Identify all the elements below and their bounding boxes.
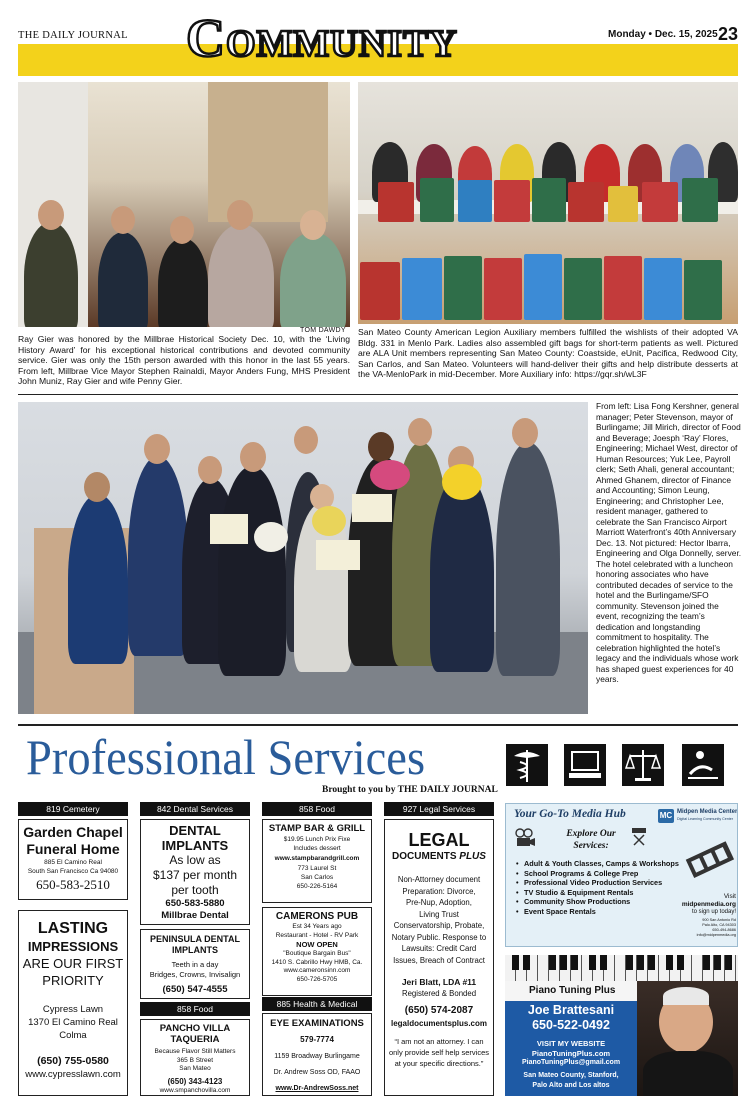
ad-camerons-l4: NOW OPEN (296, 940, 338, 949)
ad-camerons-l5: "Boutique Bargain Bus" (283, 950, 351, 957)
caption-millbrae: Ray Gier was honored by the Millbrae Historical Society Dec. 10, with the ‘Living History Award’ for his exceptional historical contributions and devoted community service. Gier was only the 15th person awarded with this honor in the last 55 years. From left, Millbrae Vice Mayor Stephen Rainaldi, Mayor Anders Fung, MHS President John Muniz, Ray Gier and wife Penny Gier. (18, 334, 350, 387)
caption-marriott: From left: Lisa Fong Kershner, general manager; Peter Stevenson, mayor of Burlingame; Jill Mirich, director of Food and Beverage; Joesph ‘Ray’ Flores, Engineering; Michael West, director of Human Resources; Yuk Lee, Payroll clerk; Seth Ahali, general accountant; Ahmed Ghanem, director of Finance and Accounting; Simon Leung, Engineering; and Christopher Lee, resident manager, gathered to celebrate the San Francisco Airport Marriott Waterfront’s 40th Anniversary Dec. 13. Not pictured: Hector Ibarra, Engineering and Olga Donnelly, server. The hotel celebrated with a luncheon honoring associates who have contributed decades of service to the hotel and the Burlingame/SFO community. Stevenson joined the event, recognizing the team’s dedication and longstanding commitment to hospitality. The celebration highlighted the hotel’s legacy and the individuals whose work has shaped guest experiences for 40 years. (596, 401, 742, 684)
ad-garden-addr2: South San Francisco Ca 94080 (27, 868, 119, 875)
caption-american-legion: San Mateo County American Legion Auxiliary members fulfilled the wishlists of their adopted VA Bldg. 331 in Menlo Park. Ladies also assembled gift bags for short-term patients as well. Pictured are ALA Unit members representing San Mateo County: Coastside, eUnit, Pacifica, Redwood City, San Carlos, and San Mateo. Volunteers will hand-deliver their gifts and help distribute desserts at the VA-MenloPark in mid-December. More Auxiliary info: https://gqr.sh/wL3F (358, 327, 738, 380)
ad-stamp-l6: San Carlos (300, 874, 334, 881)
section-title: Community (186, 8, 458, 68)
ad-cypress-l3: ARE OUR FIRST (22, 956, 124, 971)
ad-midpen-item: • Adult & Youth Classes, Camps & Workshops (516, 859, 679, 868)
ad-midpen-visit3: to sign up today! (691, 909, 736, 915)
ad-legal-l4: Preparation: Divorce, (402, 886, 476, 896)
ad-legal-l7: Conservatorship, Probate, (393, 921, 485, 930)
ad-millbrae-dental (140, 819, 250, 925)
photo-marriott-anniversary (18, 402, 588, 714)
page-number: 23 (718, 24, 739, 44)
ad-peninsula-l4: Bridges, Crowns, Invisalign (149, 970, 241, 979)
ad-legal-phone: (650) 574-2087 (404, 1005, 474, 1016)
ad-pancho-phone: (650) 343-4123 (167, 1076, 223, 1086)
ad-piano-visit: VISIT MY WEBSITE (536, 1039, 606, 1048)
ad-midpen-logo (658, 808, 736, 828)
ad-pancho-villa (140, 1019, 250, 1096)
photo-millbrae-historical-society (18, 82, 350, 327)
ad-stamp-l1: STAMP BAR & GRILL (268, 823, 366, 834)
ad-eye-addr: 1159 Broadway Burlingame (274, 1053, 360, 1060)
category-health: 885 Health & Medical (262, 997, 372, 1011)
ad-legal-documents (384, 819, 494, 1096)
film-camera-icon (514, 828, 536, 848)
ad-legal-quote1: “I am not an attorney. I can (394, 1037, 484, 1046)
ad-piano-email[interactable]: PianoTuningPlus@gmail.com (521, 1059, 621, 1066)
ad-midpen-headline: Your Go-To Media Hub (514, 808, 626, 820)
ad-eye-examinations (262, 1013, 372, 1096)
ad-cypress-phone: (650) 755-0580 (37, 1055, 109, 1067)
ad-stamp-phone: 650-226-5164 (296, 883, 338, 890)
ad-dental-phone: 650-583-5880 (165, 898, 225, 909)
ad-garden-name1: Garden Chapel (23, 824, 123, 840)
ad-cypress-l4: PRIORITY (42, 973, 104, 988)
ad-peninsula-dental (140, 929, 250, 999)
category-food: 858 Food (262, 802, 372, 816)
ad-legal-l1: LEGAL (408, 830, 470, 850)
ad-peninsula-phone: (650) 547-4555 (162, 984, 228, 995)
ad-cypress-city: Colma (59, 1030, 87, 1041)
ad-pancho-web: www.smpanchovilla.com (159, 1086, 231, 1094)
midpen-logo-icon: MC (658, 809, 674, 823)
ad-camerons-l1: CAMERONS PUB (275, 911, 359, 922)
ad-stamp-l5: 773 Laurel St (297, 865, 337, 872)
ad-legal-l2a: DOCUMENTS (392, 851, 460, 862)
ad-midpen-item: • Event Space Rentals (516, 906, 596, 916)
ad-eye-doc: Dr. Andrew Soss OD, FAAO (273, 1069, 361, 1076)
ad-piano-phone: 650-522-0492 (532, 1018, 610, 1032)
ad-midpen-visit2[interactable]: midpenmedia.org (681, 901, 736, 908)
scales-of-justice-icon (622, 744, 664, 786)
paper-name: THE DAILY JOURNAL (18, 30, 128, 41)
ad-dental-l2: IMPLANTS (161, 838, 229, 853)
ad-legal-l2b: PLUS (459, 851, 486, 862)
ad-pancho-l4: 365 B Street (176, 1056, 214, 1064)
ad-midpen-services-list (516, 859, 686, 916)
ad-midpen-logo-text: Midpen Media Center (677, 809, 738, 815)
ad-midpen-subhead2: Services: (573, 841, 609, 851)
ad-garden-chapel (18, 819, 128, 900)
ad-eye-phone: 579-7774 (300, 1035, 334, 1044)
ad-legal-l5: Pre-Nup, Adoption, (406, 898, 472, 907)
photo-american-legion-auxiliary (358, 82, 738, 324)
ad-legal-l6: Living Trust (419, 909, 459, 919)
ad-piano-area1: San Mateo County, Stanford, (523, 1072, 619, 1079)
ad-pancho-l1: PANCHO VILLA (159, 1023, 231, 1034)
ad-pancho-l2: TAQUERIA (170, 1034, 220, 1045)
category-food-2: 858 Food (140, 1002, 250, 1016)
ad-piano-web[interactable]: PianoTuningPlus.com (531, 1049, 611, 1058)
ad-legal-bonded: Registered & Bonded (401, 989, 477, 998)
ad-eye-web[interactable]: www.Dr-AndrewSoss.net (275, 1085, 359, 1092)
ad-midpen-addr2: Palo Alto, CA 94303 (702, 923, 736, 927)
ad-camerons-l7: www.cameronsinn.com (283, 967, 351, 974)
ad-legal-l10: Issues, Breach of Contract (393, 955, 485, 965)
photo-credit: TOM DAWDY (300, 327, 346, 334)
ad-camerons-l2: Est 34 Years ago (292, 923, 342, 930)
category-dental: 842 Dental Services (140, 802, 250, 816)
ad-midpen-subhead1: Explore Our (566, 829, 616, 839)
ad-midpen-email: info@midpenmedia.org (696, 933, 736, 937)
masthead-left-bar (18, 44, 140, 76)
ad-garden-name2: Funeral Home (26, 841, 120, 857)
ad-piano-portrait (637, 981, 738, 1096)
film-strip-icon (684, 838, 734, 882)
ad-midpen-media (505, 803, 738, 947)
ad-legal-quote3: at your specific directions.” (394, 1059, 484, 1068)
ad-cypress-addr: 1370 El Camino Real (28, 1017, 118, 1028)
ad-legal-l3: Non-Attorney document (397, 875, 481, 884)
story-divider (18, 394, 738, 395)
category-legal: 927 Legal Services (384, 802, 494, 816)
director-chair-icon (630, 826, 648, 846)
ad-camerons-l6: 1410 S. Cabrillo Hwy HMB, Ca. (271, 958, 363, 966)
ad-legal-web[interactable]: legaldocumentsplus.com (390, 1019, 488, 1028)
issue-date: Monday • Dec. 15, 2025 (608, 29, 718, 40)
ad-legal-l8: Notary Public. Response to (391, 932, 487, 942)
ad-pancho-l5: San Mateo (179, 1065, 211, 1072)
computer-icon (564, 744, 606, 786)
ad-midpen-tel: 650-494-8686 (712, 928, 736, 932)
ad-cypress-name: Cypress Lawn (42, 1004, 104, 1015)
ad-midpen-item: • Professional Video Production Services (516, 878, 663, 887)
ad-eye-l1: EYE EXAMINATIONS (270, 1018, 364, 1029)
ad-piano-title: Piano Tuning Plus (529, 985, 616, 996)
ad-midpen-addr1: 900 San Antonio Rd (702, 918, 736, 922)
ad-stamp-l2: $19.95 Lunch Prix Fixe (283, 836, 351, 843)
ad-dental-l5: per tooth (171, 883, 219, 897)
ad-cypress-l2: IMPRESSIONS (27, 939, 119, 954)
ad-camerons-phone: 650-726-5705 (296, 975, 338, 983)
ad-midpen-item: • TV Studio & Equipment Rentals (516, 887, 634, 897)
ad-piano-name: Joe Brattesani (527, 1003, 615, 1017)
ad-camerons-l3: Restaurant - Hotel - RV Park (275, 931, 359, 939)
ad-pancho-l3: Because Flavor Still Matters (154, 1048, 236, 1055)
ad-cypress-l1: LASTING (37, 920, 109, 937)
category-cemetery: 819 Cemetery (18, 802, 128, 816)
ad-stamp-bar (262, 819, 372, 903)
ad-peninsula-l2: IMPLANTS (172, 945, 218, 955)
ad-dental-l3: As low as (169, 853, 221, 867)
ad-peninsula-l1: PENINSULA DENTAL (150, 934, 240, 944)
ad-garden-addr1: 885 El Camino Real (44, 859, 102, 866)
massage-icon (682, 744, 724, 786)
ad-legal-name: Jeri Blatt, LDA #11 (401, 977, 477, 987)
ad-cypress-lawn (18, 910, 128, 1096)
ad-legal-l2 (385, 850, 493, 864)
ad-midpen-item: • School Programs & College Prep (516, 868, 639, 878)
ad-legal-quote2: only provide self help services (388, 1048, 490, 1057)
ad-legal-l9: Lawsuits: Credit Card (401, 944, 477, 953)
ad-midpen-logo-sub: Digital Learning Community Center (677, 817, 733, 821)
ad-piano-area2: Palo Alto and Los altos (532, 1082, 610, 1089)
ad-stamp-l3: Includes dessert (293, 845, 341, 852)
services-title: Professional Services (26, 729, 426, 785)
section-divider (18, 724, 738, 726)
ad-piano-tuning (505, 955, 738, 1096)
ad-dental-l4: $137 per month (152, 868, 238, 882)
ad-dental-name: Millbrae Dental (161, 910, 229, 921)
ad-cypress-web: www.cypresslawn.com (25, 1069, 121, 1080)
ad-camerons-pub (262, 907, 372, 996)
ad-garden-phone: 650-583-2510 (36, 877, 110, 892)
piano-black-keys (505, 955, 738, 970)
caduceus-icon (506, 744, 548, 786)
services-byline: Brought to you by THE DAILY JOURNAL (322, 785, 498, 795)
ad-midpen-item: • Community Show Productions (516, 897, 631, 906)
ad-dental-l1: DENTAL (169, 823, 221, 838)
ad-stamp-l4: www.stampbarandgrill.com (274, 855, 360, 862)
ad-peninsula-l3: Teeth in a day (171, 960, 219, 969)
ad-midpen-visit1: Visit (723, 893, 736, 900)
